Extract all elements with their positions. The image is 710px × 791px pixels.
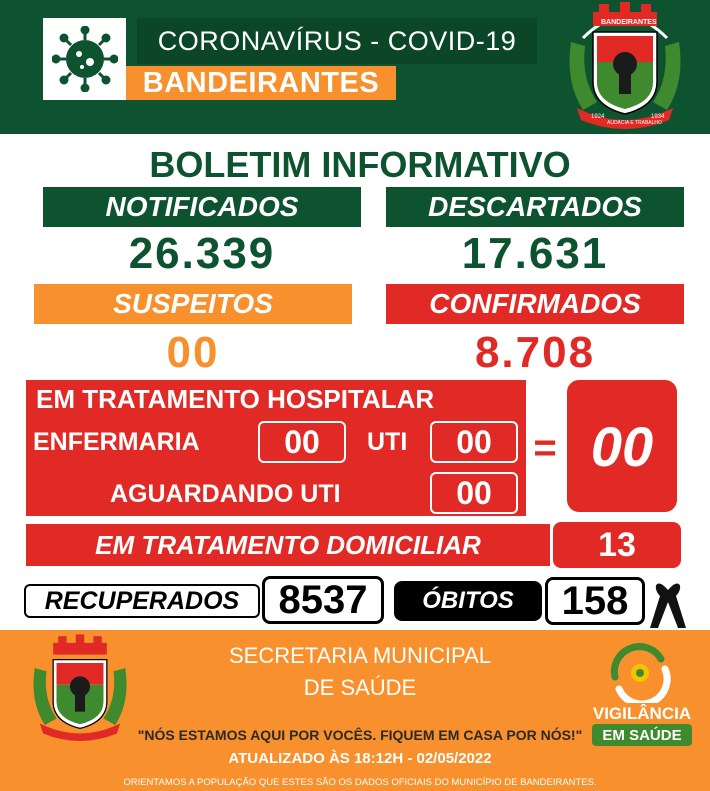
deaths-label: ÓBITOS bbox=[394, 581, 542, 621]
home-treatment-label: EM TRATAMENTO DOMICILIAR bbox=[26, 524, 550, 566]
ward-label: ENFERMARIA bbox=[33, 427, 200, 456]
hospital-total-value: 00 bbox=[567, 380, 677, 512]
mourning-ribbon-icon bbox=[648, 574, 688, 630]
ward-value: 00 bbox=[258, 421, 346, 463]
discarded-value: 17.631 bbox=[461, 229, 609, 278]
virus-icon bbox=[52, 26, 118, 92]
city-crest-logo bbox=[563, 2, 687, 132]
health-surveillance-subtitle: EM SAÚDE bbox=[592, 724, 692, 746]
svg-text:1934: 1934 bbox=[651, 114, 665, 120]
suspected-label: SUSPEITOS bbox=[34, 284, 352, 324]
secretariat-name-line1: SECRETARIA MUNICIPAL bbox=[228, 643, 491, 668]
city-crest-logo-footer bbox=[28, 634, 132, 744]
confirmed-value: 8.708 bbox=[474, 328, 596, 377]
campaign-quote: "NÓS ESTAMOS AQUI POR VOCÊS. FIQUEM EM CASA POR NÓS!" bbox=[137, 727, 583, 743]
virus-icon-box bbox=[43, 18, 126, 100]
equals-sign: = bbox=[533, 425, 557, 470]
suspected-value: 00 bbox=[166, 328, 220, 377]
hospital-treatment-title: EM TRATAMENTO HOSPITALAR bbox=[36, 383, 435, 414]
official-data-disclaimer: ORIENTAMOS A POPULAÇÃO QUE ESTES SÃO OS DADOS OFICIAIS DO MUNICÍPIO DE BANDEIRANTES. bbox=[123, 776, 597, 788]
home-treatment-value: 13 bbox=[553, 522, 681, 568]
waiting-icu-label: AGUARDANDO UTI bbox=[110, 479, 341, 508]
notified-value: 26.339 bbox=[128, 229, 276, 278]
covid-title: CORONAVÍRUS - COVID-19 bbox=[137, 18, 537, 64]
bulletin-title: BOLETIM INFORMATIVO bbox=[149, 144, 571, 185]
health-surveillance-logo-icon bbox=[605, 643, 675, 703]
waiting-icu-value: 00 bbox=[430, 472, 518, 514]
recovered-label: RECUPERADOS bbox=[24, 584, 260, 618]
health-surveillance-title: VIGILÂNCIA bbox=[592, 704, 692, 723]
svg-text:BANDEIRANTES: BANDEIRANTES bbox=[601, 19, 657, 26]
svg-text:1924: 1924 bbox=[591, 114, 605, 120]
city-title: BANDEIRANTES bbox=[126, 66, 396, 100]
secretariat-name-line2: DE SAÚDE bbox=[303, 675, 417, 700]
updated-timestamp: ATUALIZADO ÀS 18:12H - 02/05/2022 bbox=[228, 749, 492, 767]
deaths-value: 158 bbox=[545, 577, 645, 625]
recovered-value: 8537 bbox=[262, 576, 384, 624]
discarded-label: DESCARTADOS bbox=[386, 187, 684, 227]
icu-label: UTI bbox=[367, 427, 408, 456]
svg-text:AUDÁCIA E TRABALHO: AUDÁCIA E TRABALHO bbox=[607, 120, 662, 126]
notified-label: NOTIFICADOS bbox=[43, 187, 361, 227]
confirmed-label: CONFIRMADOS bbox=[386, 284, 684, 324]
icu-value: 00 bbox=[430, 421, 518, 463]
